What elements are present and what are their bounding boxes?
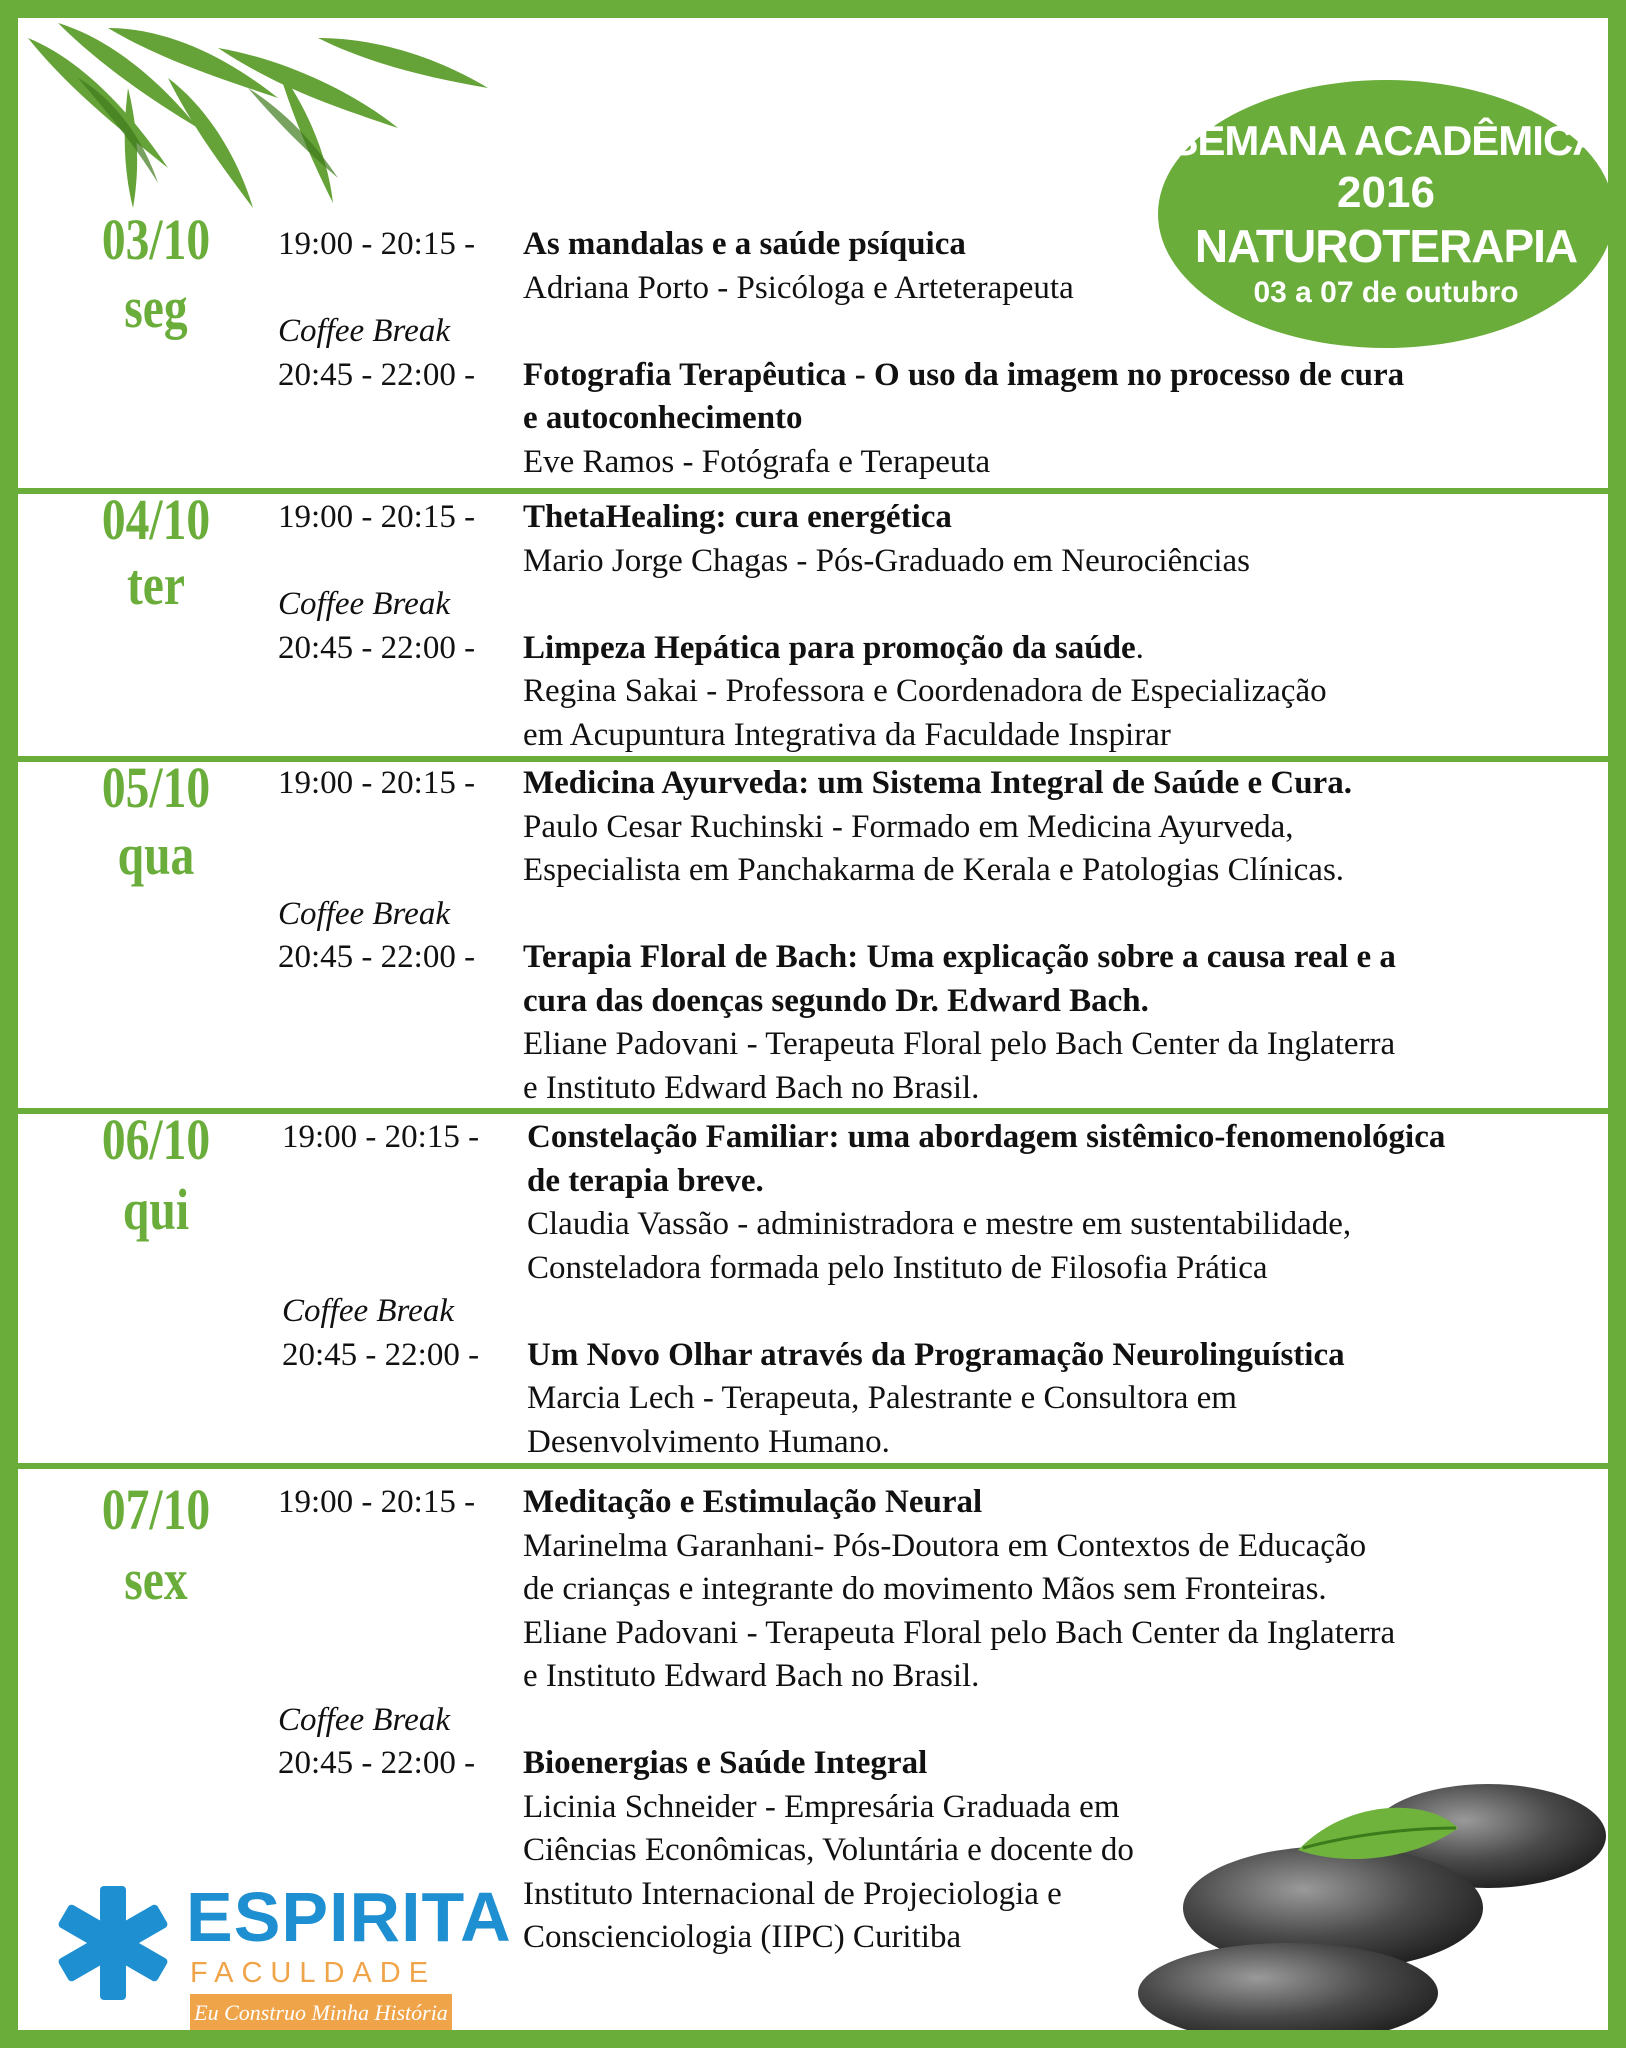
session-title: Terapia Floral de Bach: Uma explicação sobre a causa real e a	[523, 939, 1396, 975]
session-speaker: Mario Jorge Chagas - Pós-Graduado em Neurociências	[523, 542, 1251, 579]
coffee-break: Coffee Break	[278, 586, 450, 622]
session-speaker: Eve Ramos - Fotógrafa e Terapeuta	[523, 443, 991, 480]
session-time: 20:45 - 22:00 -	[278, 1745, 476, 1781]
session-speaker: e Instituto Edward Bach no Brasil.	[523, 1658, 980, 1694]
session-title: Bioenergias e Saúde Integral	[523, 1745, 928, 1781]
day-date: 03/10	[101, 207, 211, 272]
coffee-break: Coffee Break	[282, 1293, 454, 1329]
coffee-break: Coffee Break	[278, 1701, 450, 1738]
badge-event-name: SEMANA ACADÊMICA	[1170, 117, 1602, 164]
session-speaker: Marinelma Garanhani- Pós-Doutora em Contextos de Educação	[523, 1527, 1367, 1564]
day-weekday: seg	[124, 275, 188, 340]
session-title	[523, 627, 1144, 671]
session-time: 19:00 - 20:15 -	[278, 226, 476, 262]
session-title: de terapia breve.	[527, 1162, 764, 1199]
session-title-text: Limpeza Hepática para promoção da saúde	[523, 629, 1136, 666]
session-title: Um Novo Olhar através da Programação Neurolinguística	[527, 1336, 1345, 1373]
day-date: 05/10	[101, 755, 211, 820]
espirita-logo	[48, 1878, 512, 2038]
logo-name: ESPIRITA	[186, 1878, 512, 1956]
session-title: Fotografia Terapêutica - O uso da imagem no processo de cura	[523, 356, 1405, 393]
session-time: 20:45 - 22:00 -	[278, 629, 476, 666]
session-speaker: Ciências Econômicas, Voluntária e docente do	[523, 1832, 1134, 1868]
coffee-break: Coffee Break	[278, 313, 450, 349]
session-title: cura das doenças segundo Dr. Edward Bach.	[523, 982, 1149, 1019]
zen-stones-decoration	[1128, 1758, 1626, 2048]
session-speaker: Instituto Internacional de Projeciologia e	[523, 1875, 1062, 1912]
coffee-break: Coffee Break	[278, 895, 450, 932]
day-divider	[18, 1463, 1616, 1469]
day-divider	[18, 1108, 1616, 1114]
session-time: 20:45 - 22:00 -	[278, 939, 476, 975]
session-speaker: Licinia Schneider - Empresária Graduada em	[523, 1788, 1120, 1825]
session-speaker: Consteladora formada pelo Instituto de Filosofia Prática	[527, 1249, 1268, 1286]
asterisk-logo-icon	[48, 1878, 178, 2008]
day-date: 06/10	[101, 1107, 211, 1172]
session-title: Medicina Ayurveda: um Sistema Integral de Saúde e Cura.	[523, 765, 1352, 801]
session-title: Constelação Familiar: uma abordagem sistêmico-fenomenológica	[527, 1119, 1446, 1155]
session-time: 20:45 - 22:00 -	[278, 356, 476, 393]
badge-dates: 03 a 07 de outubro	[1253, 276, 1519, 309]
session-speaker: Claudia Vassão - administradora e mestre em sustentabilidade,	[527, 1206, 1352, 1242]
event-badge	[1158, 80, 1614, 348]
badge-year: 2016	[1337, 168, 1435, 217]
session-title: ThetaHealing: cura energética	[523, 499, 952, 535]
session-speaker: de crianças e integrante do movimento Mãos sem Fronteiras.	[523, 1571, 1327, 1607]
session-speaker: Eliane Padovani - Terapeuta Floral pelo Bach Center da Inglaterra	[523, 1026, 1396, 1062]
session-speaker: Adriana Porto - Psicóloga e Arteterapeuta	[523, 269, 1074, 306]
session-time: 19:00 - 20:15 -	[278, 765, 476, 801]
session-title: Meditação e Estimulação Neural	[523, 1484, 983, 1520]
session-speaker: Especialista em Panchakarma de Kerala e Patologias Clínicas.	[523, 852, 1345, 888]
session-speaker: Paulo Cesar Ruchinski - Formado em Medicina Ayurveda,	[523, 808, 1294, 845]
session-speaker: Desenvolvimento Humano.	[527, 1423, 890, 1460]
day-weekday: ter	[126, 552, 186, 617]
day-weekday: sex	[124, 1547, 188, 1612]
session-speaker: Conscienciologia (IIPC) Curitiba	[523, 1919, 962, 1955]
day-date: 04/10	[101, 487, 211, 552]
session-speaker: em Acupuntura Integrativa da Faculdade Inspirar	[523, 716, 1171, 753]
session-title-suffix: .	[1135, 629, 1144, 666]
session-title: As mandalas e a saúde psíquica	[523, 226, 966, 262]
day-weekday: qui	[122, 1177, 190, 1242]
session-time: 19:00 - 20:15 -	[278, 1484, 476, 1520]
day-weekday: qua	[117, 822, 195, 887]
logo-slogan: Eu Construo Minha História	[190, 1994, 452, 2032]
session-speaker: e Instituto Edward Bach no Brasil.	[523, 1069, 980, 1106]
logo-subtitle: FACULDADE	[190, 1957, 437, 1989]
day-divider	[18, 488, 1616, 494]
session-speaker: Marcia Lech - Terapeuta, Palestrante e Consultora em	[527, 1380, 1237, 1416]
session-time: 19:00 - 20:15 -	[282, 1119, 480, 1155]
session-time: 20:45 - 22:00 -	[282, 1336, 480, 1373]
session-title: e autoconhecimento	[523, 400, 803, 436]
bamboo-leaves-decoration	[18, 18, 538, 238]
day-date: 07/10	[101, 1477, 211, 1542]
session-speaker: Eliane Padovani - Terapeuta Floral pelo Bach Center da Inglaterra	[523, 1614, 1396, 1651]
session-time: 19:00 - 20:15 -	[278, 499, 476, 535]
session-speaker: Regina Sakai - Professora e Coordenadora de Especialização	[523, 673, 1327, 709]
badge-theme: NATUROTERAPIA	[1194, 220, 1578, 272]
